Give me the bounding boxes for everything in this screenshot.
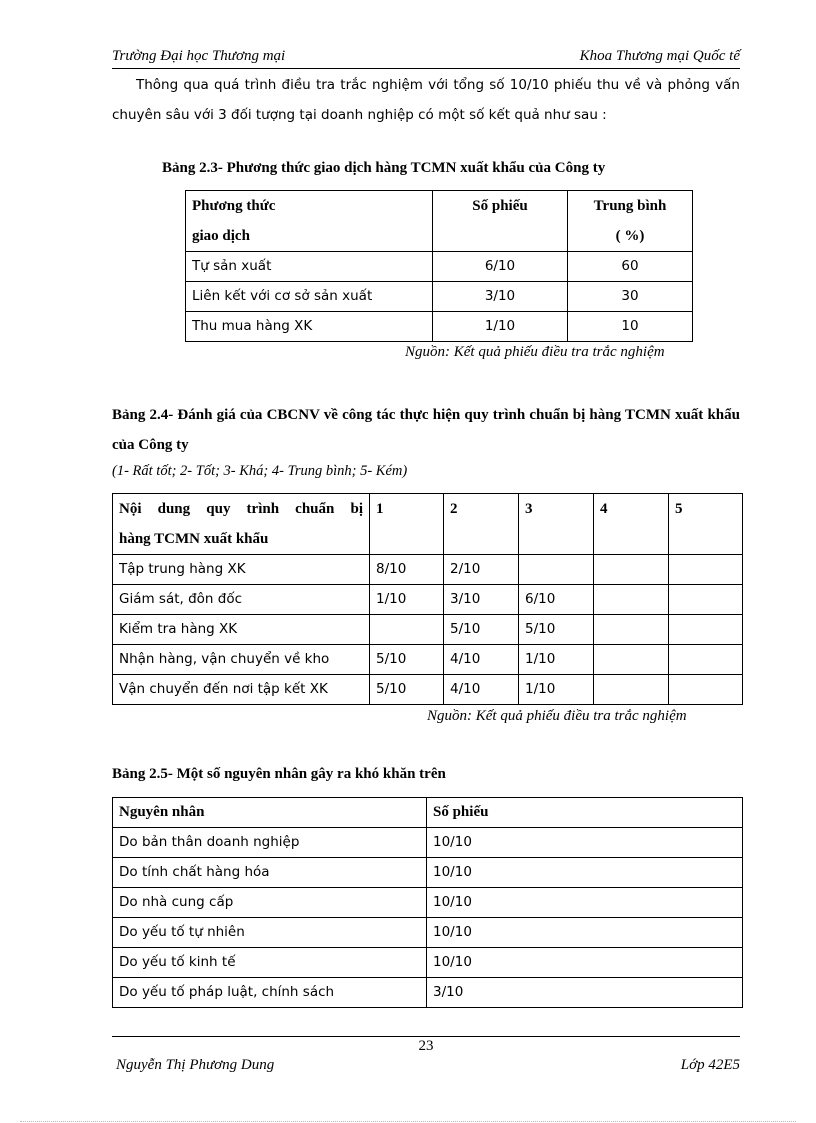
table-row — [113, 645, 743, 675]
table-row — [113, 978, 743, 1008]
table24-head-4: 4 — [594, 494, 669, 555]
table23-header-row — [186, 191, 693, 252]
table23-head-method-line2: giao dịch — [192, 228, 250, 244]
table25-cell-count: 10/10 — [427, 888, 743, 918]
table25-cell-count: 10/10 — [427, 828, 743, 858]
table24-cell-4 — [594, 645, 669, 675]
table-row — [113, 615, 743, 645]
table-row — [186, 282, 693, 312]
table25-cell-cause: Do bản thân doanh nghiệp — [113, 828, 427, 858]
table24-cell-content: Kiểm tra hàng XK — [113, 615, 370, 645]
table24-cell-3: 1/10 — [519, 675, 594, 705]
table24-head-3: 3 — [519, 494, 594, 555]
table-row — [113, 918, 743, 948]
footer-author: Nguyễn Thị Phương Dung — [116, 1057, 275, 1073]
table24-caption: Bảng 2.4- Đánh giá của CBCNV về công tác thực hiện quy trình chuẩn bị hàng TCMN xuất khẩu của Công ty — [112, 407, 740, 453]
table25-cell-cause: Do yếu tố pháp luật, chính sách — [113, 978, 427, 1008]
footer-rule — [112, 1036, 740, 1037]
table24-head-content-line2: hàng TCMN xuất khẩu — [119, 531, 269, 547]
table24-cell-2: 5/10 — [444, 615, 519, 645]
table24-head-1: 1 — [370, 494, 444, 555]
table25-cell-count: 10/10 — [427, 918, 743, 948]
table24-cell-content: Tập trung hàng XK — [113, 555, 370, 585]
table24-cell-5 — [669, 675, 743, 705]
table24-head-2: 2 — [444, 494, 519, 555]
table24-cell-content: Vận chuyển đến nơi tập kết XK — [113, 675, 370, 705]
table23-cell-avg: 10 — [568, 312, 693, 342]
table-row — [186, 252, 693, 282]
table23-cell-method: Liên kết với cơ sở sản xuất — [186, 282, 433, 312]
table24-scale: (1- Rất tốt; 2- Tốt; 3- Khá; 4- Trung bình; 5- Kém) — [112, 463, 408, 479]
table25-caption: Bảng 2.5- Một số nguyên nhân gây ra khó khăn trên — [112, 766, 446, 782]
table24-cell-4 — [594, 615, 669, 645]
table25-cell-count: 3/10 — [427, 978, 743, 1008]
table24-cell-3: 1/10 — [519, 645, 594, 675]
table23-head-avg — [568, 191, 693, 252]
table-row — [186, 312, 693, 342]
table24-head-content — [113, 494, 370, 555]
table24-cell-5 — [669, 615, 743, 645]
table25-header-row — [113, 798, 743, 828]
table24-cell-2: 4/10 — [444, 675, 519, 705]
table24-cell-5 — [669, 585, 743, 615]
table25-head-cause: Nguyên nhân — [113, 798, 427, 828]
table24-cell-1 — [370, 615, 444, 645]
page-number: 23 — [418, 1038, 434, 1054]
table23-cell-method: Tự sản xuất — [186, 252, 433, 282]
table25-head-count: Số phiếu — [427, 798, 743, 828]
table23-head-method-line1: Phương thức — [192, 198, 276, 214]
table24-cell-4 — [594, 675, 669, 705]
table24-cell-2: 4/10 — [444, 645, 519, 675]
table23-source: Nguồn: Kết quả phiếu điều tra trắc nghiệm — [405, 344, 665, 360]
table24-cell-2: 2/10 — [444, 555, 519, 585]
table23-head-avg-line1: Trung bình — [593, 198, 667, 214]
table24-cell-3: 6/10 — [519, 585, 594, 615]
table24-source: Nguồn: Kết quả phiếu điều tra trắc nghiệm — [427, 708, 687, 724]
table24-cell-4 — [594, 555, 669, 585]
table24-cell-content: Giám sát, đôn đốc — [113, 585, 370, 615]
table24-cell-1: 1/10 — [370, 585, 444, 615]
table23 — [185, 190, 693, 342]
table25-cell-count: 10/10 — [427, 948, 743, 978]
table24-head-content-line1: Nội dung quy trình chuẩn bị — [119, 501, 363, 517]
table24-cell-3 — [519, 555, 594, 585]
table25-cell-cause: Do yếu tố kinh tế — [113, 948, 427, 978]
table24-cell-1: 5/10 — [370, 675, 444, 705]
page-boundary — [20, 1121, 796, 1122]
table25-cell-cause: Do yếu tố tự nhiên — [113, 918, 427, 948]
footer-class: Lớp 42E5 — [680, 1057, 740, 1073]
table25-cell-cause: Do tính chất hàng hóa — [113, 858, 427, 888]
table24-head-5: 5 — [669, 494, 743, 555]
table-row — [113, 948, 743, 978]
header-faculty: Khoa Thương mại Quốc tế — [579, 48, 740, 64]
table23-cell-count: 6/10 — [433, 252, 568, 282]
table25-cell-count: 10/10 — [427, 858, 743, 888]
table24-cell-3: 5/10 — [519, 615, 594, 645]
table23-head-count: Số phiếu — [433, 191, 568, 252]
table-row — [113, 585, 743, 615]
table24-cell-1: 8/10 — [370, 555, 444, 585]
table23-cell-count: 3/10 — [433, 282, 568, 312]
header-school: Trường Đại học Thương mại — [112, 48, 286, 64]
table23-head-method — [186, 191, 433, 252]
table24-cell-content: Nhận hàng, vận chuyển về kho — [113, 645, 370, 675]
table25 — [112, 797, 743, 1008]
table-row — [113, 828, 743, 858]
table24-cell-5 — [669, 555, 743, 585]
table23-cell-method: Thu mua hàng XK — [186, 312, 433, 342]
table24 — [112, 493, 743, 705]
table23-caption: Bảng 2.3- Phương thức giao dịch hàng TCMN xuất khẩu của Công ty — [162, 160, 606, 176]
table-row — [113, 888, 743, 918]
table24-cell-1: 5/10 — [370, 645, 444, 675]
table23-cell-count: 1/10 — [433, 312, 568, 342]
table-row — [113, 675, 743, 705]
table24-cell-5 — [669, 645, 743, 675]
table24-cell-4 — [594, 585, 669, 615]
page-header — [112, 48, 740, 69]
table24-header-row — [113, 494, 743, 555]
table25-cell-cause: Do nhà cung cấp — [113, 888, 427, 918]
table24-cell-2: 3/10 — [444, 585, 519, 615]
table23-cell-avg: 30 — [568, 282, 693, 312]
intro-paragraph: Thông qua quá trình điều tra trắc nghiệm với tổng số 10/10 phiếu thu về và phỏng vấn chuyên sâu với 3 đối tượng tại doanh nghiệp có một số kết quả như sau : — [112, 77, 740, 123]
table23-head-avg-line2: ( %) — [615, 228, 645, 244]
table23-cell-avg: 60 — [568, 252, 693, 282]
table-row — [113, 555, 743, 585]
table-row — [113, 858, 743, 888]
